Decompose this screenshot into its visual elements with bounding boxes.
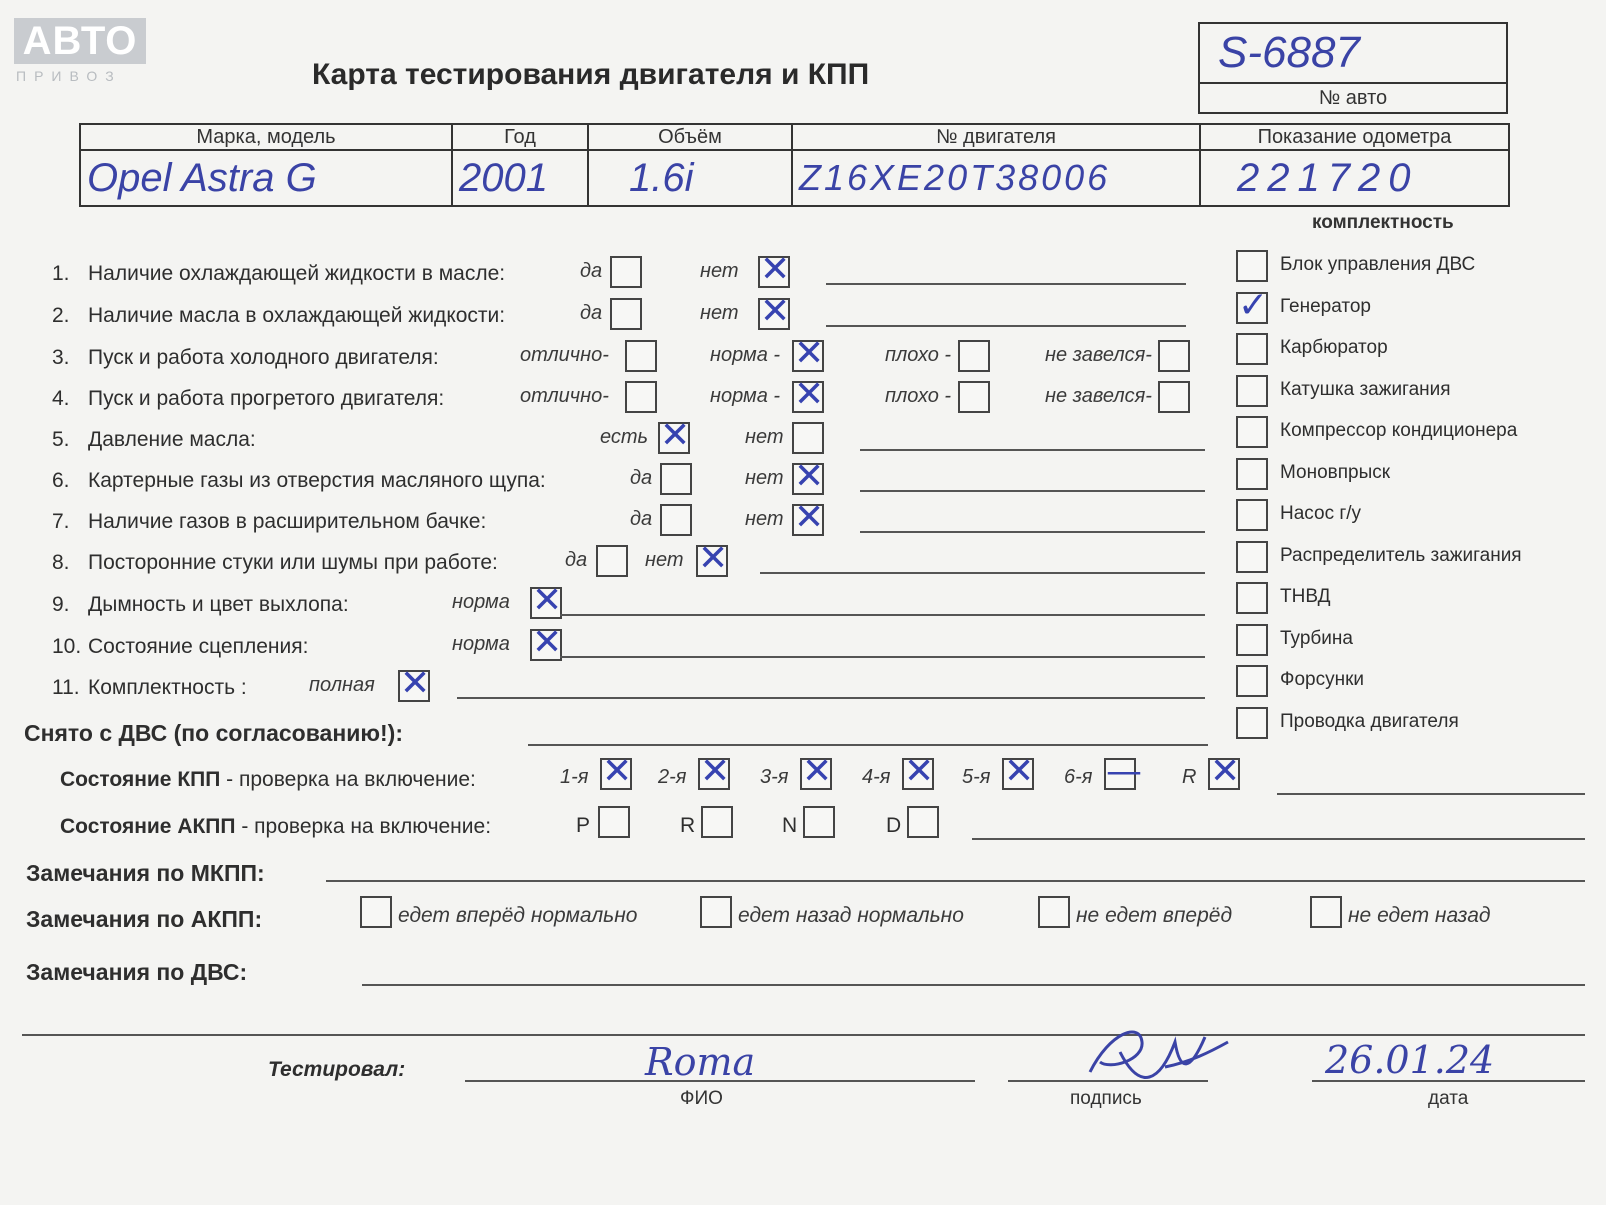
check-mark: —	[1106, 751, 1142, 792]
option-label: норма	[452, 633, 510, 655]
auto-number-box	[1198, 22, 1508, 114]
completeness-checkbox[interactable]	[1236, 375, 1268, 407]
gear-checkbox[interactable]	[803, 806, 835, 838]
check-mark: ✕	[794, 497, 825, 538]
check-answer-line	[826, 283, 1186, 285]
option-checkbox[interactable]	[758, 291, 791, 332]
completeness-item-label: Катушка зажигания	[1280, 378, 1451, 400]
completeness-checkbox[interactable]	[1236, 458, 1268, 490]
gear-checkbox[interactable]	[600, 751, 633, 792]
option-label: нет	[745, 508, 784, 530]
completeness-checkbox[interactable]	[1236, 416, 1268, 448]
check-mark: ✕	[660, 415, 691, 456]
option-label: не завелся-	[1045, 344, 1152, 366]
completeness-item-label: Компрессор кондиционера	[1280, 420, 1518, 441]
option-label: нет	[745, 467, 784, 489]
check-mark: ✕	[400, 663, 431, 704]
gear-label: 2-я	[658, 766, 687, 788]
check-number: 3.	[52, 346, 70, 369]
remarks-akpp-label: Замечания по АКПП:	[26, 906, 263, 932]
page-title: Карта тестирования двигателя и КПП	[312, 58, 870, 91]
auto-number-label: № авто	[1199, 83, 1507, 113]
option-label: есть	[600, 426, 649, 448]
completeness-checkbox[interactable]	[1236, 284, 1269, 326]
gear-label: R	[1182, 766, 1197, 788]
remark-option-label: едет вперёд нормально	[398, 904, 638, 927]
option-label: да	[630, 508, 653, 530]
option-label: полная	[309, 674, 375, 696]
check-label: Дымность и цвет выхлопа:	[88, 593, 349, 616]
option-checkbox[interactable]	[958, 381, 990, 413]
option-checkbox[interactable]	[660, 463, 692, 495]
option-label: плохо -	[885, 344, 952, 366]
completeness-checkbox[interactable]	[1236, 665, 1268, 697]
check-number: 2.	[52, 304, 70, 327]
check-label: Пуск и работа холодного двигателя:	[88, 346, 439, 369]
option-checkbox[interactable]	[658, 415, 691, 456]
gear-label: P	[576, 814, 591, 837]
signature-caption: подпись	[1070, 1088, 1142, 1109]
removed-label: Снято с ДВС (по согласованию!):	[24, 720, 403, 746]
gear-checkbox[interactable]	[698, 751, 731, 792]
check-mark: ✕	[698, 538, 729, 579]
option-checkbox[interactable]	[610, 298, 642, 330]
option-label: нет	[745, 426, 784, 448]
option-checkbox[interactable]	[530, 622, 563, 663]
check-number: 7.	[52, 510, 70, 533]
value-make-model: Opel Astra G	[80, 150, 452, 206]
remarks-mkpp-label: Замечания по МКПП:	[26, 860, 265, 886]
gear-checkbox[interactable]	[902, 751, 935, 792]
value-odometer: 221720	[1200, 150, 1509, 206]
value-volume: 1.6i	[588, 150, 792, 206]
option-checkbox[interactable]	[792, 456, 825, 497]
option-label: не завелся-	[1045, 385, 1152, 407]
akpp-label: Состояние АКПП - проверка на включение:	[60, 815, 492, 838]
option-checkbox[interactable]	[758, 249, 791, 290]
gear-checkbox[interactable]	[1208, 751, 1241, 792]
remark-checkbox[interactable]	[360, 896, 392, 928]
option-label: нет	[700, 302, 739, 324]
option-label: норма	[452, 591, 510, 613]
check-number: 10.	[52, 635, 82, 658]
check-mark: ✕	[794, 456, 825, 497]
check-mark: ✕	[760, 249, 791, 290]
value-engine-number: Z16XE20T38006	[792, 150, 1200, 206]
gear-label: R	[680, 814, 696, 837]
remarks-dvs-label: Замечания по ДВС:	[26, 959, 248, 985]
option-label: плохо -	[885, 385, 952, 407]
option-checkbox[interactable]	[625, 381, 657, 413]
check-answer-line	[560, 656, 1205, 658]
option-checkbox[interactable]	[792, 374, 825, 415]
completeness-checkbox[interactable]	[1236, 541, 1268, 573]
option-label: норма -	[710, 385, 781, 407]
check-mark: ✕	[1210, 751, 1241, 792]
completeness-item-label: ТНВД	[1280, 586, 1331, 607]
option-label: да	[565, 549, 588, 571]
check-mark: ✕	[532, 580, 563, 621]
check-mark: ✓	[1238, 284, 1269, 326]
remarks-dvs-line	[362, 984, 1585, 986]
option-label: да	[630, 467, 653, 489]
check-mark: ✕	[700, 751, 731, 792]
completeness-checkbox[interactable]	[1236, 250, 1268, 282]
remark-option-label: не едет назад	[1348, 904, 1491, 927]
completeness-checkbox[interactable]	[1236, 707, 1268, 739]
tested-label: Тестировал:	[268, 1058, 406, 1081]
remarks-dvs-line-2	[22, 1034, 1585, 1036]
gear-label: D	[886, 814, 902, 837]
check-answer-line	[860, 531, 1205, 533]
check-answer-line	[860, 490, 1205, 492]
check-answer-line	[760, 572, 1205, 574]
check-label: Пуск и работа прогретого двигателя:	[88, 387, 445, 410]
gear-checkbox[interactable]	[701, 806, 733, 838]
logo-sub: ПРИВОЗ	[16, 68, 122, 84]
check-number: 9.	[52, 593, 70, 616]
col-odometer: Показание одометра	[1200, 124, 1509, 150]
gear-checkbox[interactable]	[1104, 751, 1142, 792]
remark-option-label: едет назад нормально	[738, 904, 964, 927]
completeness-checkbox[interactable]	[1236, 499, 1268, 531]
gear-checkbox[interactable]	[1002, 751, 1035, 792]
option-checkbox[interactable]	[660, 504, 692, 536]
option-checkbox[interactable]	[1158, 340, 1190, 372]
completeness-item-label: Форсунки	[1280, 669, 1364, 690]
check-label: Наличие газов в расширительном бачке:	[88, 510, 487, 533]
completeness-item-label: Блок управления ДВС	[1280, 254, 1476, 275]
check-label: Посторонние стуки или шумы при работе:	[88, 551, 498, 574]
gear-checkbox[interactable]	[907, 806, 939, 838]
check-mark: ✕	[760, 291, 791, 332]
check-answer-line	[860, 449, 1205, 451]
gear-checkbox[interactable]	[800, 751, 833, 792]
completeness-item-label: Распределитель зажигания	[1280, 544, 1522, 566]
option-label: отлично-	[520, 344, 609, 366]
check-number: 5.	[52, 428, 70, 451]
removed-line	[528, 744, 1208, 746]
check-label: Давление масла:	[88, 428, 256, 451]
completeness-checkbox[interactable]	[1236, 333, 1268, 365]
completeness-item-label: Генератор	[1280, 295, 1371, 317]
option-label: да	[580, 260, 603, 282]
check-mark: ✕	[532, 622, 563, 663]
option-checkbox[interactable]	[530, 580, 563, 621]
name-line	[465, 1080, 975, 1082]
option-checkbox[interactable]	[1158, 381, 1190, 413]
auto-number-value: S-6887	[1199, 23, 1507, 83]
gear-checkbox[interactable]	[598, 806, 630, 838]
completeness-checkbox[interactable]	[1236, 582, 1268, 614]
avto-privoz-logo	[14, 18, 146, 84]
completeness-item-label: Карбюратор	[1280, 337, 1388, 358]
remark-checkbox[interactable]	[700, 896, 732, 928]
completeness-item-label: Насос г/у	[1280, 503, 1362, 524]
option-checkbox[interactable]	[398, 663, 431, 704]
col-volume: Объём	[588, 124, 792, 150]
check-mark: ✕	[802, 751, 833, 792]
option-label: нет	[645, 549, 684, 571]
gear-label: 5-я	[962, 766, 991, 788]
tester-name: Roma	[645, 1040, 756, 1084]
option-checkbox[interactable]	[792, 497, 825, 538]
check-mark: ✕	[904, 751, 935, 792]
gear-label: N	[782, 814, 798, 837]
logo-main: АВТО	[14, 18, 146, 64]
check-number: 8.	[52, 551, 70, 574]
check-mark: ✕	[1004, 751, 1035, 792]
option-checkbox[interactable]	[696, 538, 729, 579]
date-caption: дата	[1428, 1088, 1469, 1109]
signature-line	[1008, 1080, 1208, 1082]
check-mark: ✕	[602, 751, 633, 792]
col-engine-number: № двигателя	[792, 124, 1200, 150]
kpp-label: Состояние КПП - проверка на включение:	[60, 768, 476, 791]
akpp-line	[972, 838, 1585, 840]
check-answer-line	[560, 614, 1205, 616]
check-answer-line	[457, 697, 1205, 699]
date-line	[1312, 1080, 1585, 1082]
gear-label: 6-я	[1064, 766, 1093, 788]
check-label: Комплектность :	[88, 676, 247, 699]
name-caption: ФИО	[680, 1088, 723, 1109]
remark-checkbox[interactable]	[1310, 896, 1342, 928]
option-checkbox[interactable]	[958, 340, 990, 372]
completeness-title: комплектность	[1312, 212, 1454, 233]
option-checkbox[interactable]	[610, 256, 642, 288]
gear-label: 1-я	[560, 766, 589, 788]
completeness-item-label: Проводка двигателя	[1280, 710, 1459, 732]
check-label: Состояние сцепления:	[88, 635, 309, 658]
kpp-line	[1277, 793, 1585, 795]
check-number: 1.	[52, 262, 70, 285]
check-label: Наличие масла в охлаждающей жидкости:	[88, 304, 506, 327]
col-year: Год	[452, 124, 588, 150]
completeness-checkbox[interactable]	[1236, 624, 1268, 656]
check-number: 4.	[52, 387, 70, 410]
option-label: нет	[700, 260, 739, 282]
option-checkbox[interactable]	[792, 422, 824, 454]
gear-label: 4-я	[862, 766, 891, 788]
option-checkbox[interactable]	[596, 545, 628, 577]
check-number: 6.	[52, 469, 70, 492]
remark-option-label: не едет вперёд	[1076, 904, 1233, 927]
check-label: Наличие охлаждающей жидкости в масле:	[88, 262, 506, 285]
test-date: 26.01.24	[1325, 1038, 1495, 1082]
completeness-item-label: Моновпрыск	[1280, 461, 1391, 483]
value-year: 2001	[452, 150, 588, 206]
gear-label: 3-я	[760, 766, 789, 788]
check-answer-line	[826, 325, 1186, 327]
option-label: норма -	[710, 344, 781, 366]
check-mark: ✕	[794, 333, 825, 374]
option-checkbox[interactable]	[792, 333, 825, 374]
option-label: да	[580, 302, 603, 324]
check-label: Картерные газы из отверстия масляного щупа:	[88, 469, 546, 492]
check-mark: ✕	[794, 374, 825, 415]
remarks-mkpp-line	[326, 880, 1585, 882]
option-label: отлично-	[520, 385, 609, 407]
check-number: 11.	[52, 676, 80, 699]
vehicle-info-table	[79, 123, 1510, 207]
col-make-model: Марка, модель	[80, 124, 452, 150]
remark-checkbox[interactable]	[1038, 896, 1070, 928]
completeness-item-label: Турбина	[1280, 627, 1353, 649]
option-checkbox[interactable]	[625, 340, 657, 372]
